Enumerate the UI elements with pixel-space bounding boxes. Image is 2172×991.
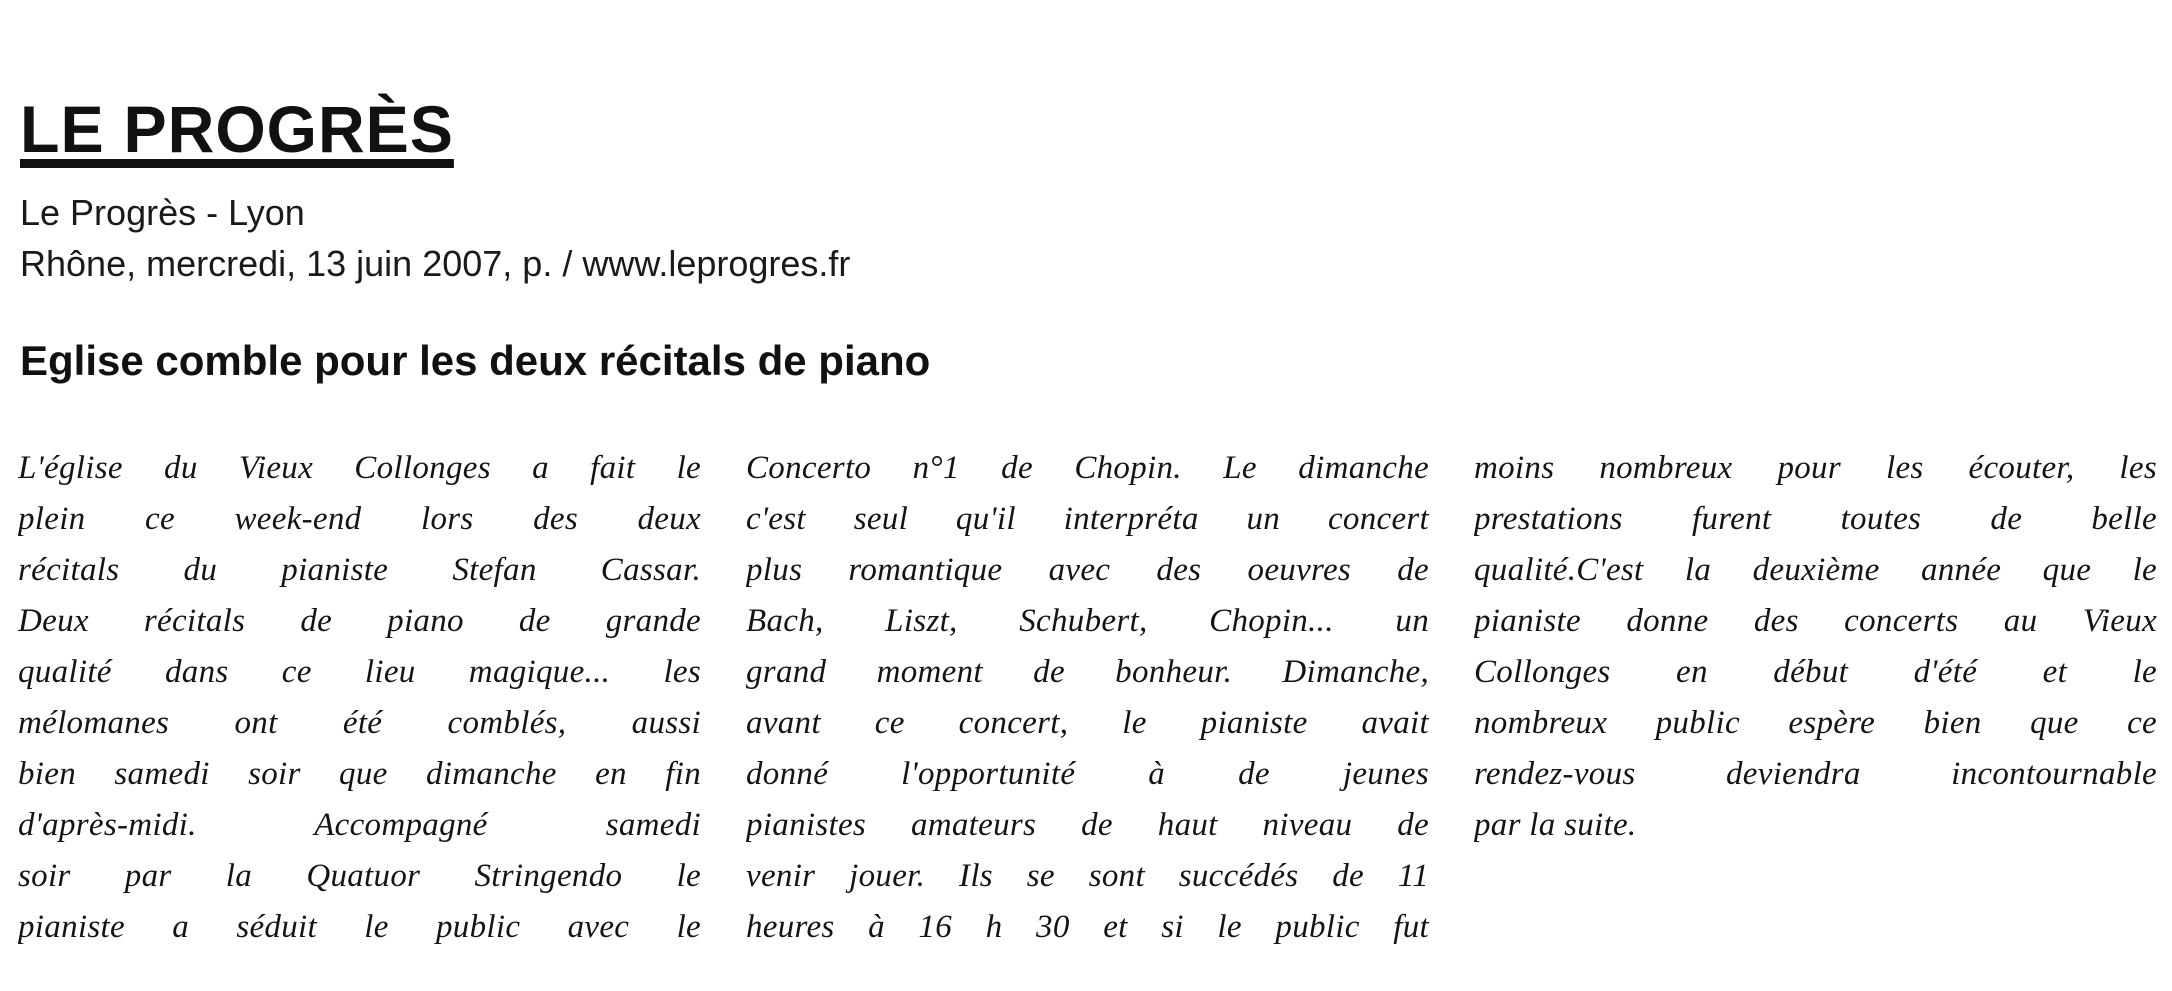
publication-source: Le Progrès - Lyon	[20, 192, 305, 233]
article-line: soir par la Quatuor Stringendo le	[18, 858, 701, 894]
article-line: pianistes amateurs de haut niveau de	[746, 807, 1429, 843]
article-line: venir jouer. Ils se sont succédés de 11	[746, 858, 1429, 894]
article-line: pianiste donne des concerts au Vieux	[1474, 603, 2157, 639]
article-line: récitals du pianiste Stefan Cassar.	[18, 552, 701, 588]
article-line: Concerto n°1 de Chopin. Le dimanche	[746, 450, 1429, 486]
article-line: Collonges en début d'été et le	[1474, 654, 2157, 690]
article-line: bien samedi soir que dimanche en fin	[18, 756, 701, 792]
article-line: mélomanes ont été comblés, aussi	[18, 705, 701, 741]
article-column-3	[1474, 443, 2157, 851]
article-line: heures à 16 h 30 et si le public fut	[746, 909, 1429, 945]
article-line: qualité.C'est la deuxième année que le	[1474, 552, 2157, 588]
article-line: qualité dans ce lieu magique... les	[18, 654, 701, 690]
article-line: prestations furent toutes de belle	[1474, 501, 2157, 537]
article-headline: Eglise comble pour les deux récitals de piano	[20, 337, 931, 384]
article-line: rendez-vous deviendra incontournable	[1474, 756, 2157, 792]
article-column-2	[746, 443, 1429, 953]
article-line: plein ce week-end lors des deux	[18, 501, 701, 537]
publication-dateline: Rhône, mercredi, 13 juin 2007, p. / www.leprogres.fr	[20, 243, 851, 284]
article-line: c'est seul qu'il interpréta un concert	[746, 501, 1429, 537]
article-line: grand moment de bonheur. Dimanche,	[746, 654, 1429, 690]
article-line: par la suite.	[1474, 807, 1637, 843]
article-line: donné l'opportunité à de jeunes	[746, 756, 1429, 792]
article-column-1	[18, 443, 701, 953]
article-line: avant ce concert, le pianiste avait	[746, 705, 1429, 741]
article-line: pianiste a séduit le public avec le	[18, 909, 701, 945]
article-line: d'après-midi. Accompagné samedi	[18, 807, 701, 843]
newspaper-masthead: LE PROGRÈS	[20, 92, 454, 166]
article-line: L'église du Vieux Collonges a fait le	[18, 450, 701, 486]
article-line: Bach, Liszt, Schubert, Chopin... un	[746, 603, 1429, 639]
article-line: Deux récitals de piano de grande	[18, 603, 701, 639]
article-line: moins nombreux pour les écouter, les	[1474, 450, 2157, 486]
article-line: plus romantique avec des oeuvres de	[746, 552, 1429, 588]
article-line: nombreux public espère bien que ce	[1474, 705, 2157, 741]
